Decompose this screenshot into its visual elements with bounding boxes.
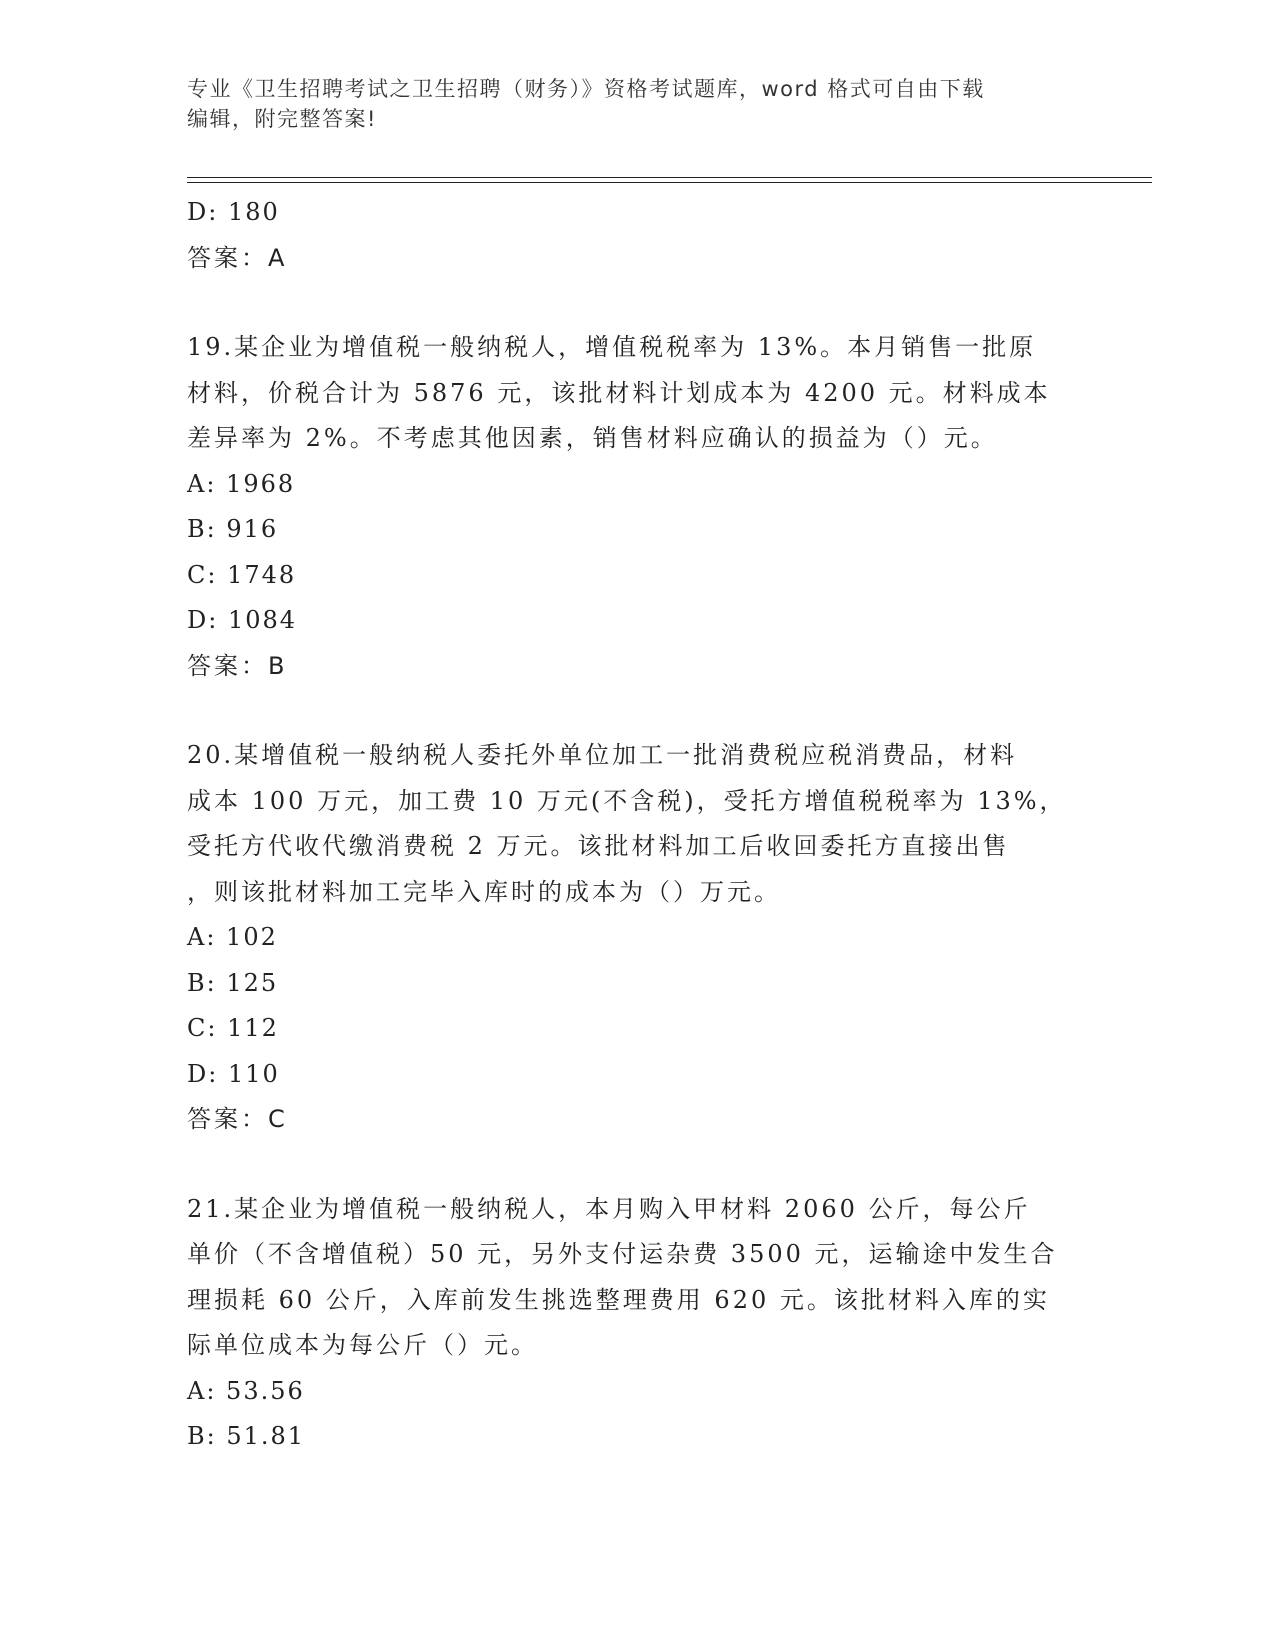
header-divider-top: [187, 177, 1152, 178]
option-b: B: 51.81: [187, 1422, 306, 1450]
question-text-line: 20.某增值税一般纳税人委托外单位加工一批消费税应税消费品，材料: [187, 741, 1018, 769]
question-19: [187, 325, 1087, 689]
question-text-line: 21.某企业为增值税一般纳税人，本月购入甲材料 2060 公斤，每公斤: [187, 1194, 1031, 1223]
answer-line: 答案：B: [187, 651, 288, 680]
question-21: [187, 1187, 1087, 1460]
document-header: [187, 74, 1087, 134]
question-text-line: 材料，价税合计为 5876 元，该批材料计划成本为 4200 元。材料成本: [187, 378, 1051, 407]
document-body: [187, 190, 1087, 1460]
option-d: D: 110: [187, 1059, 280, 1088]
question-text-line: 际单位成本为每公斤（）元。: [187, 1331, 538, 1359]
header-divider-bottom: [187, 182, 1152, 183]
question-text: [187, 325, 1087, 462]
question-text: [187, 1187, 1087, 1369]
answer-line: 答案：C: [187, 1105, 288, 1133]
question-text-line: 成本 100 万元，加工费 10 万元(不含税)，受托方增值税税率为 13%，: [187, 786, 1067, 815]
question-20: [187, 733, 1087, 1143]
question-text-line: 单价（不含增值税）50 元，另外支付运杂费 3500 元，运输途中发生合: [187, 1240, 1058, 1268]
option-a: A: 102: [187, 923, 278, 951]
header-line-1: 专业《卫生招聘考试之卫生招聘（财务）》资格考试题库，word 格式可自由下载: [187, 77, 985, 101]
option-d: D: 1084: [187, 606, 298, 634]
question-text-line: 受托方代收代缴消费税 2 万元。该批材料加工后收回委托方直接出售: [187, 832, 1010, 860]
option-c: C: 1748: [187, 560, 297, 589]
question-text-line: 理损耗 60 公斤，入库前发生挑选整理费用 620 元。该批材料入库的实: [187, 1285, 1050, 1314]
question-text-line: 19.某企业为增值税一般纳税人，增值税税率为 13%。本月销售一批原: [187, 333, 1037, 361]
option-c: C: 112: [187, 1014, 279, 1042]
question-text-line: 差异率为 2%。不考虑其他因素，销售材料应确认的损益为（）元。: [187, 424, 998, 452]
header-line-2: 编辑，附完整答案!: [187, 107, 377, 131]
answer-line: 答案：A: [187, 243, 288, 272]
option-a: A: 53.56: [187, 1376, 305, 1405]
question-text: [187, 733, 1087, 915]
option-a: A: 1968: [187, 469, 296, 498]
question-text-line: ，则该批材料加工完毕入库时的成本为（）万元。: [187, 877, 781, 906]
option-d: D: 180: [187, 198, 280, 226]
option-b: B: 125: [187, 968, 279, 997]
option-b: B: 916: [187, 515, 279, 543]
